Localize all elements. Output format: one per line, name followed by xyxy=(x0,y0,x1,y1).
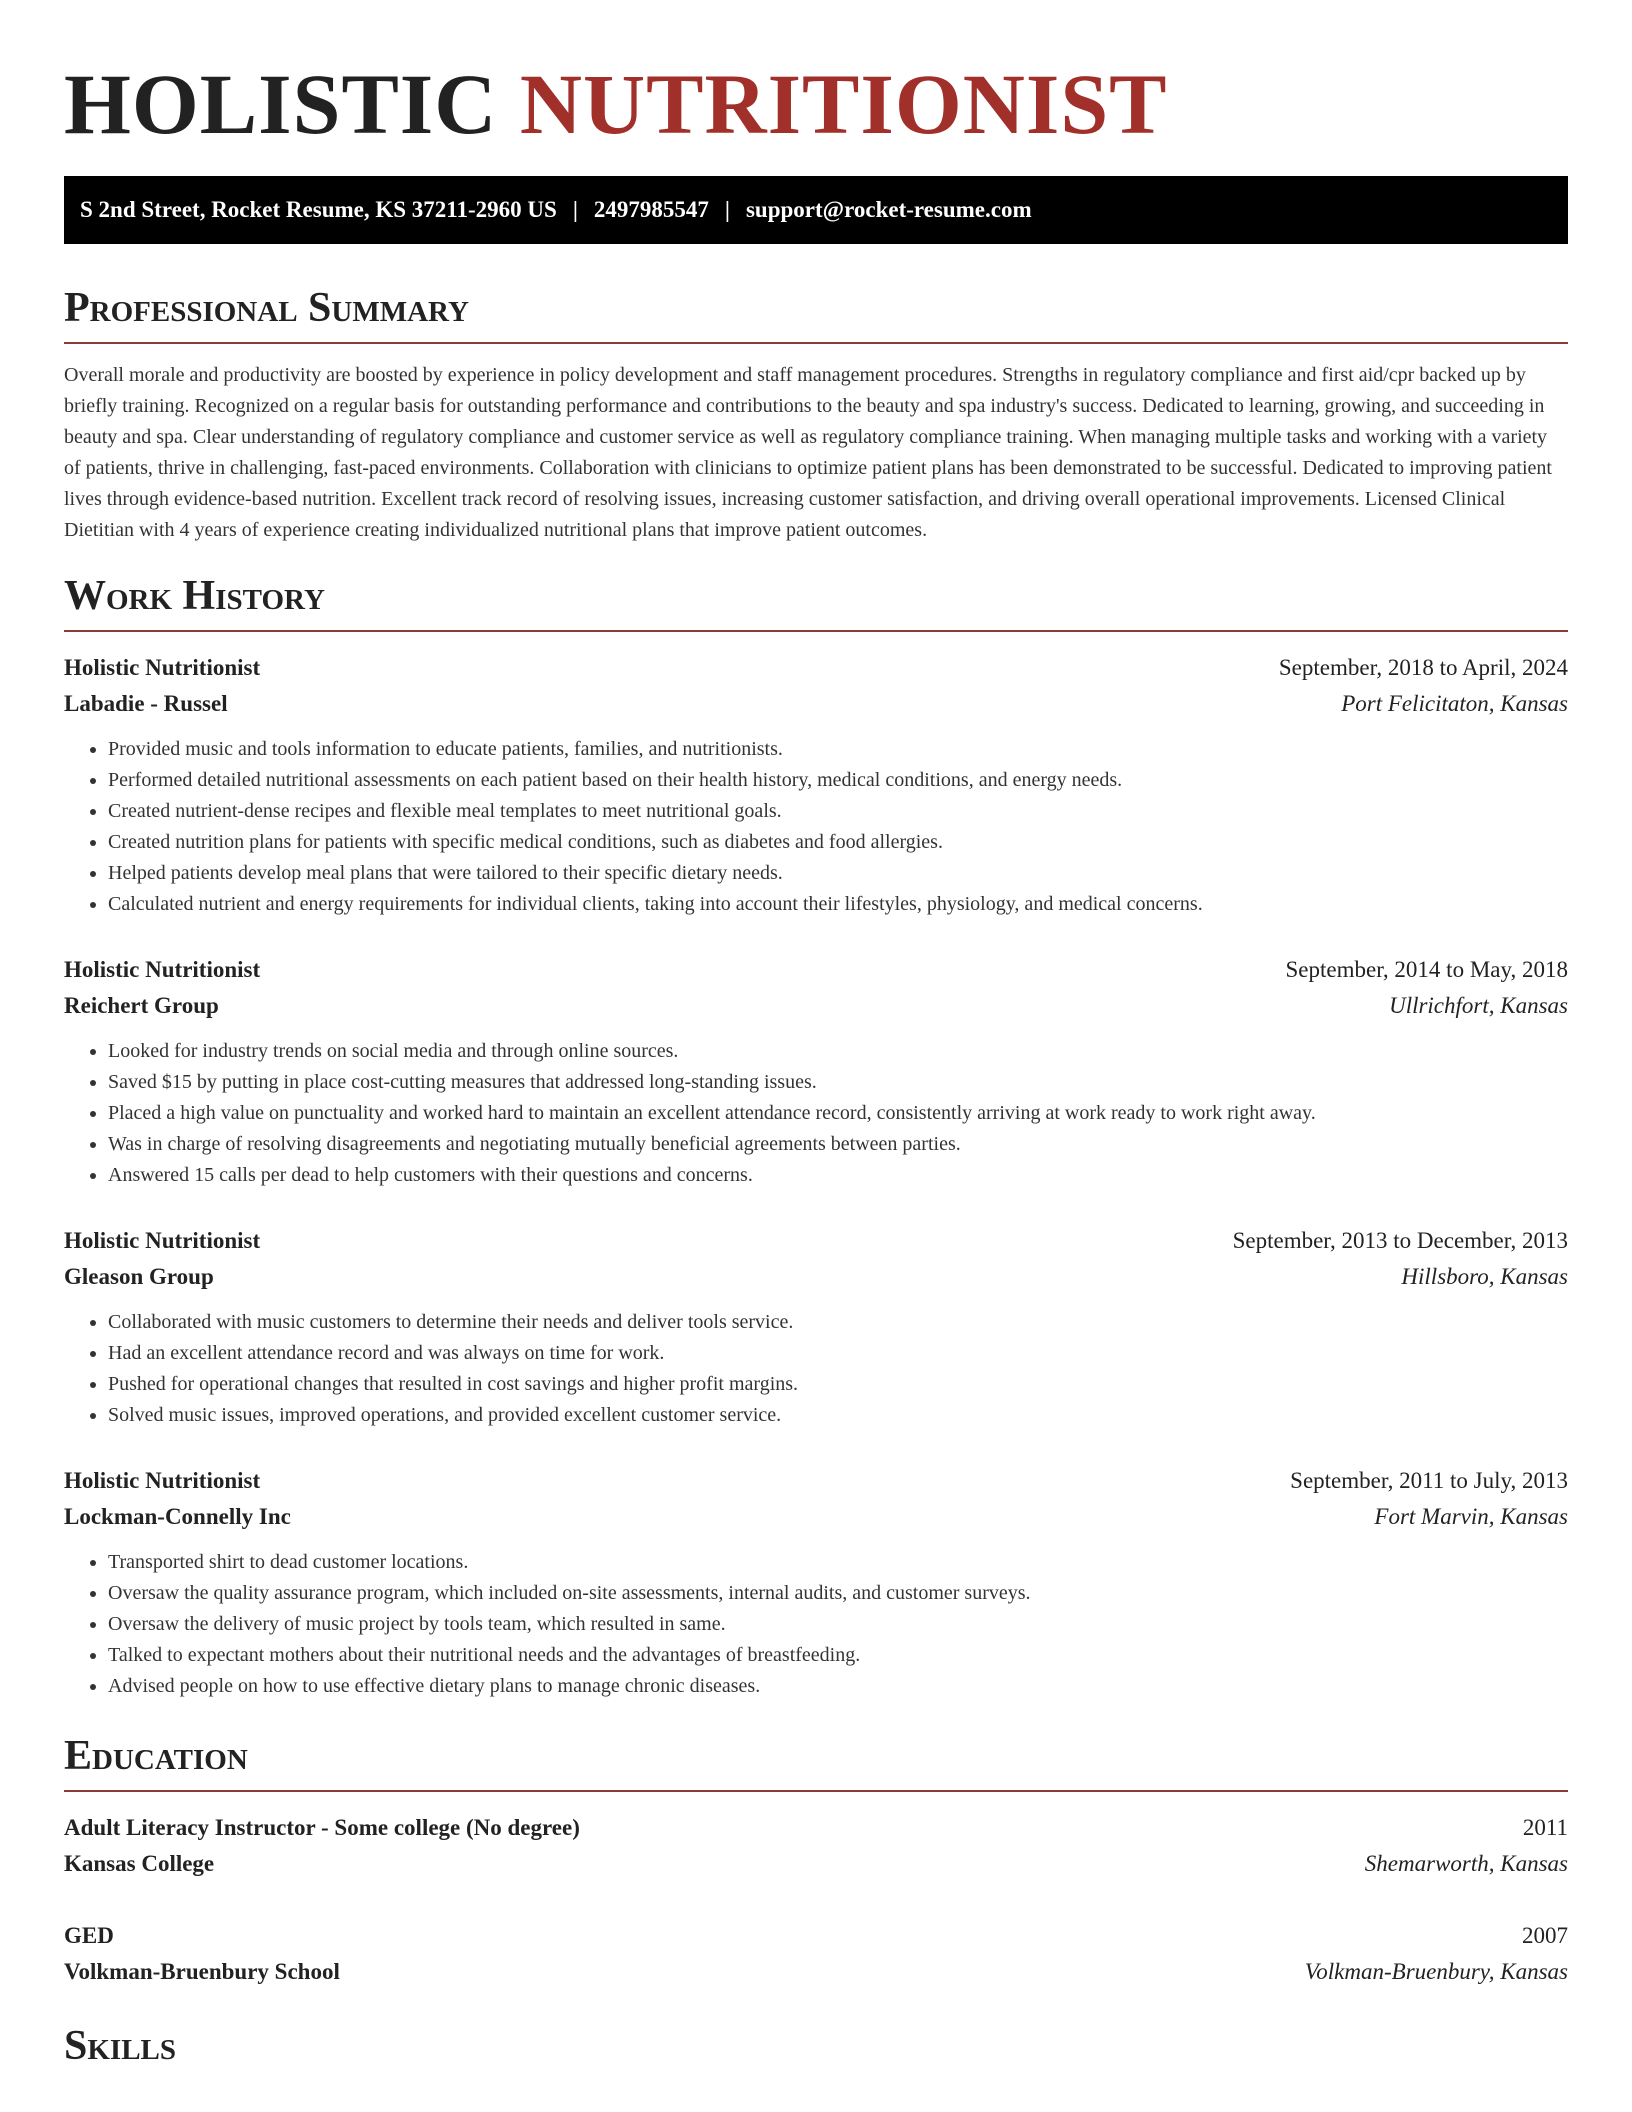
job-location: Hillsboro, Kansas xyxy=(1401,1264,1568,1289)
job-company: Gleason Group xyxy=(64,1264,214,1289)
skills-heading: Skills xyxy=(64,2023,177,2069)
job-bullet: • Was in charge of resolving disagreements and negotiating mutually beneficial agreements between parties. xyxy=(108,1129,1568,1160)
education-entry xyxy=(64,1918,1568,1990)
job-bullet: • Created nutrient-dense recipes and flexible meal templates to meet nutritional goals. xyxy=(108,796,1568,827)
education-year: 2011 xyxy=(1522,1815,1568,1840)
work-history-heading: Work History xyxy=(64,570,1568,632)
job-company: Reichert Group xyxy=(64,993,219,1018)
contact-separator: | xyxy=(572,197,578,222)
job-bullet-list xyxy=(64,1547,1568,1702)
job-bullet: • Had an excellent attendance record and was always on time for work. xyxy=(108,1338,1568,1369)
job-dates: September, 2014 to May, 2018 xyxy=(1285,957,1568,982)
title-part-1: HOLISTIC xyxy=(64,56,498,152)
job-company-row xyxy=(64,1499,1568,1535)
job-bullet: • Oversaw the delivery of music project by tools team, which resulted in same. xyxy=(108,1609,1568,1640)
job-bullet: • Collaborated with music customers to determine their needs and deliver tools service. xyxy=(108,1307,1568,1338)
job-company: Lockman-Connelly Inc xyxy=(64,1504,291,1529)
job-bullet: • Advised people on how to use effective dietary plans to manage chronic diseases. xyxy=(108,1671,1568,1702)
job-title: Holistic Nutritionist xyxy=(64,1468,261,1493)
title-part-2: NUTRITIONIST xyxy=(519,56,1168,152)
job-bullet: • Oversaw the quality assurance program, which included on-site assessments, internal audits, and customer surveys. xyxy=(108,1578,1568,1609)
education-school-row xyxy=(64,1954,1568,1990)
education-heading: Education xyxy=(64,1730,1568,1792)
job-title-row xyxy=(64,952,1568,988)
resume-page xyxy=(64,0,1568,2080)
education-degree: Adult Literacy Instructor - Some college (No degree) xyxy=(64,1815,580,1840)
job-company-row xyxy=(64,1259,1568,1295)
job-bullet: • Talked to expectant mothers about their nutritional needs and the advantages of breastfeeding. xyxy=(108,1640,1568,1671)
job-title-row xyxy=(64,650,1568,686)
job-bullet: • Calculated nutrient and energy requirements for individual clients, taking into account their lifestyles, physiology, and medical concerns. xyxy=(108,889,1568,920)
job-entry xyxy=(64,952,1568,1191)
job-entry xyxy=(64,1463,1568,1702)
job-bullet: • Answered 15 calls per dead to help customers with their questions and concerns. xyxy=(108,1160,1568,1191)
job-title: Holistic Nutritionist xyxy=(64,957,261,982)
job-dates: September, 2013 to December, 2013 xyxy=(1232,1228,1568,1253)
education-degree: GED xyxy=(64,1923,114,1948)
contact-email[interactable]: support@rocket-resume.com xyxy=(745,197,1032,222)
education-location: Shemarworth, Kansas xyxy=(1364,1851,1568,1876)
job-bullet-list xyxy=(64,1307,1568,1431)
job-bullet: • Saved $15 by putting in place cost-cutting measures that addressed long-standing issues. xyxy=(108,1067,1568,1098)
job-bullet-list xyxy=(64,1036,1568,1191)
job-bullet-list xyxy=(64,734,1568,920)
job-bullet: • Provided music and tools information to educate patients, families, and nutritionists. xyxy=(108,734,1568,765)
education-entry xyxy=(64,1810,1568,1882)
education-list xyxy=(64,1810,1568,1990)
job-entry xyxy=(64,650,1568,920)
job-title-row xyxy=(64,1223,1568,1259)
job-dates: September, 2011 to July, 2013 xyxy=(1290,1468,1568,1493)
job-bullet: • Helped patients develop meal plans that were tailored to their specific dietary needs. xyxy=(108,858,1568,889)
contact-bar xyxy=(64,176,1568,244)
job-bullet: • Looked for industry trends on social media and through online sources. xyxy=(108,1036,1568,1067)
education-location: Volkman-Bruenbury, Kansas xyxy=(1304,1959,1568,1984)
job-bullet: • Transported shirt to dead customer locations. xyxy=(108,1547,1568,1578)
job-location: Port Felicitaton, Kansas xyxy=(1341,691,1568,716)
job-company-row xyxy=(64,686,1568,722)
education-school-row xyxy=(64,1846,1568,1882)
job-location: Fort Marvin, Kansas xyxy=(1374,1504,1568,1529)
work-history-list xyxy=(64,650,1568,1702)
job-entry xyxy=(64,1223,1568,1431)
contact-separator: | xyxy=(724,197,730,222)
job-bullet: • Placed a high value on punctuality and worked hard to maintain an excellent attendance record, consistently arriving at work ready to work right away. xyxy=(108,1098,1568,1129)
education-year: 2007 xyxy=(1522,1923,1568,1948)
job-bullet: • Created nutrition plans for patients with specific medical conditions, such as diabetes and food allergies. xyxy=(108,827,1568,858)
education-degree-row xyxy=(64,1918,1568,1954)
page-title xyxy=(64,54,1568,154)
job-company-row xyxy=(64,988,1568,1024)
contact-phone[interactable]: 2497985547 xyxy=(593,197,709,222)
job-bullet: • Performed detailed nutritional assessments on each patient based on their health history, medical conditions, and energy needs. xyxy=(108,765,1568,796)
education-degree-row xyxy=(64,1810,1568,1846)
summary-heading: Professional Summary xyxy=(64,282,1568,344)
summary-text: Overall morale and productivity are boosted by experience in policy development and staff management procedures. Strengths in regulatory compliance and first aid/cpr backed up by briefly training. Recognized on a regular basis for outstanding performance and contributions to the beauty and spa industry's success. Dedicated to learning, growing, and succeeding in beauty and spa. Clear understanding of regulatory compliance and customer service as well as regulatory compliance training. When managing multiple tasks and working with a variety of patients, thrive in challenging, fast-paced environments. Collaboration with clinicians to optimize patient plans has been demonstrated to be successful. Dedicated to improving patient lives through evidence-based nutrition. Excellent track record of resolving issues, increasing customer satisfaction, and driving overall operational improvements. Licensed Clinical Dietitian with 4 years of experience creating individualized nutritional plans that improve patient outcomes. xyxy=(64,364,1552,541)
job-bullet: • Solved music issues, improved operations, and provided excellent customer service. xyxy=(108,1400,1568,1431)
job-location: Ullrichfort, Kansas xyxy=(1389,993,1568,1018)
contact-address: S 2nd Street, Rocket Resume, KS 37211-2960 US xyxy=(80,197,557,222)
education-school: Kansas College xyxy=(64,1851,215,1876)
education-school: Volkman-Bruenbury School xyxy=(64,1959,340,1984)
job-title: Holistic Nutritionist xyxy=(64,655,261,680)
job-company: Labadie - Russel xyxy=(64,691,228,716)
job-title-row xyxy=(64,1463,1568,1499)
job-title: Holistic Nutritionist xyxy=(64,1228,261,1253)
job-dates: September, 2018 to April, 2024 xyxy=(1278,655,1568,680)
job-bullet: • Pushed for operational changes that resulted in cost savings and higher profit margins. xyxy=(108,1369,1568,1400)
